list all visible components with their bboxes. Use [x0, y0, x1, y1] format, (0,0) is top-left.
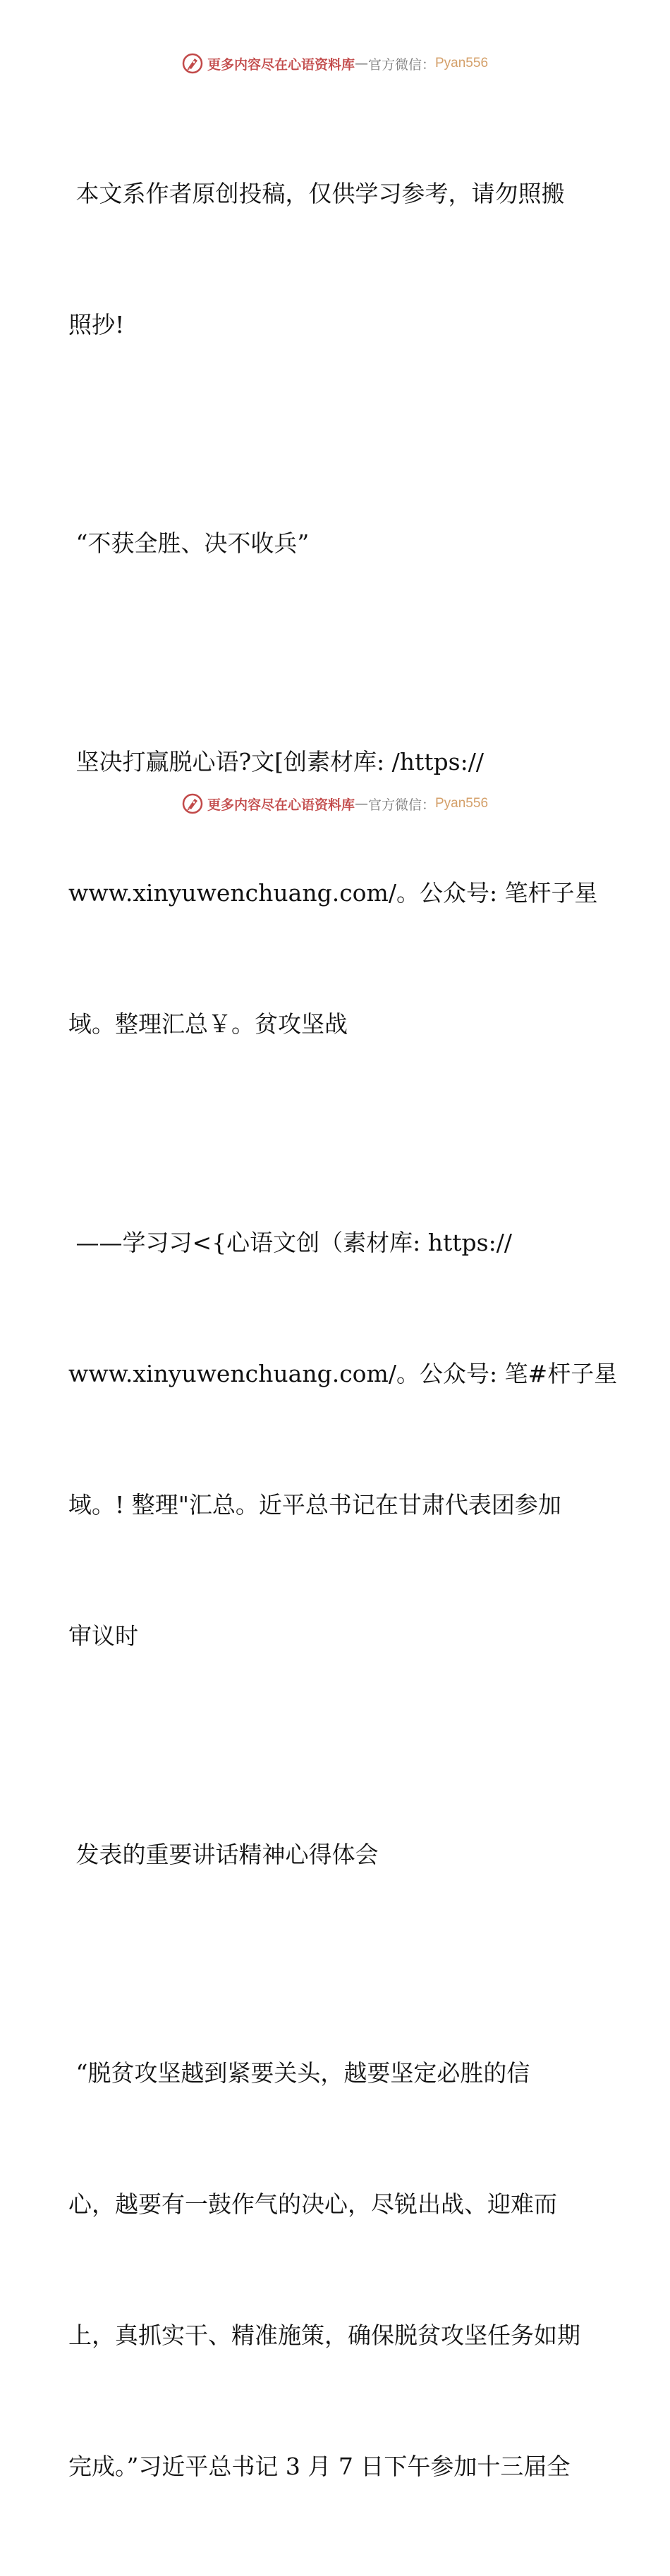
- text-line: 域。! 整理"汇总。近平总书记在甘肃代表团参加: [68, 1491, 561, 1519]
- paragraph-title-3: [68, 1746, 604, 1964]
- banner-wechat-label: 官方微信：: [367, 797, 435, 813]
- text-line: 照抄!: [68, 311, 125, 338]
- text-line: 完成。”习近平总书记 3 月 7 日下午参加十三届全: [68, 2453, 571, 2480]
- banner-wechat-id: Pyan556: [435, 56, 489, 70]
- banner-separator: —: [354, 56, 368, 71]
- banner-text: 更多内容尽在心语资料库: [207, 56, 355, 73]
- text-line: 域。整理汇总￥。贫攻坚战: [68, 1010, 348, 1038]
- text-line: 发表的重要讲话精神心得体会: [68, 1841, 379, 1868]
- banner-wechat-label: 官方微信：: [367, 56, 435, 73]
- text-line: www.xinyuwenchuang.com/。公众号: 笔#杆子星: [68, 1360, 618, 1387]
- paragraph-body: [68, 1964, 604, 2576]
- text-line: 本文系作者原创投稿，仅供学习参考，请勿照搬: [68, 180, 565, 207]
- pen-nib-logo-icon: [182, 53, 203, 74]
- pen-nib-logo-icon: [182, 793, 203, 814]
- banner-text: 更多内容尽在心语资料库: [207, 797, 355, 813]
- text-line: www.xinyuwenchuang.com/。公众号: 笔杆子星: [68, 879, 598, 907]
- text-line: 坚决打赢脱心语?文[创素材库: /https://: [68, 748, 484, 775]
- paragraph-title-2: [68, 1134, 618, 1746]
- header-banner: [0, 49, 670, 78]
- text-line: ——学习习<{心语文创（素材库: https://: [68, 1229, 512, 1256]
- document-body: [68, 85, 618, 2576]
- banner-separator: —: [354, 796, 368, 811]
- paragraph-disclaimer: [68, 85, 604, 434]
- footer-banner: [0, 790, 670, 818]
- text-line: “脱贫攻坚越到紧要关头，越要坚定必胜的信: [68, 2059, 530, 2087]
- paragraph-quote-title: [68, 434, 604, 653]
- text-line: 审议时: [68, 1622, 138, 1650]
- text-line: 心，越要有一鼓作气的决心，尽锐出战、迎难而: [68, 2190, 557, 2218]
- text-line: “不获全胜、决不收兵”: [68, 529, 310, 557]
- paragraph-title-1: [68, 653, 604, 1134]
- banner-wechat-id: Pyan556: [435, 796, 489, 811]
- text-line: 上，真抓实干、精准施策，确保脱贫攻坚任务如期: [68, 2322, 580, 2349]
